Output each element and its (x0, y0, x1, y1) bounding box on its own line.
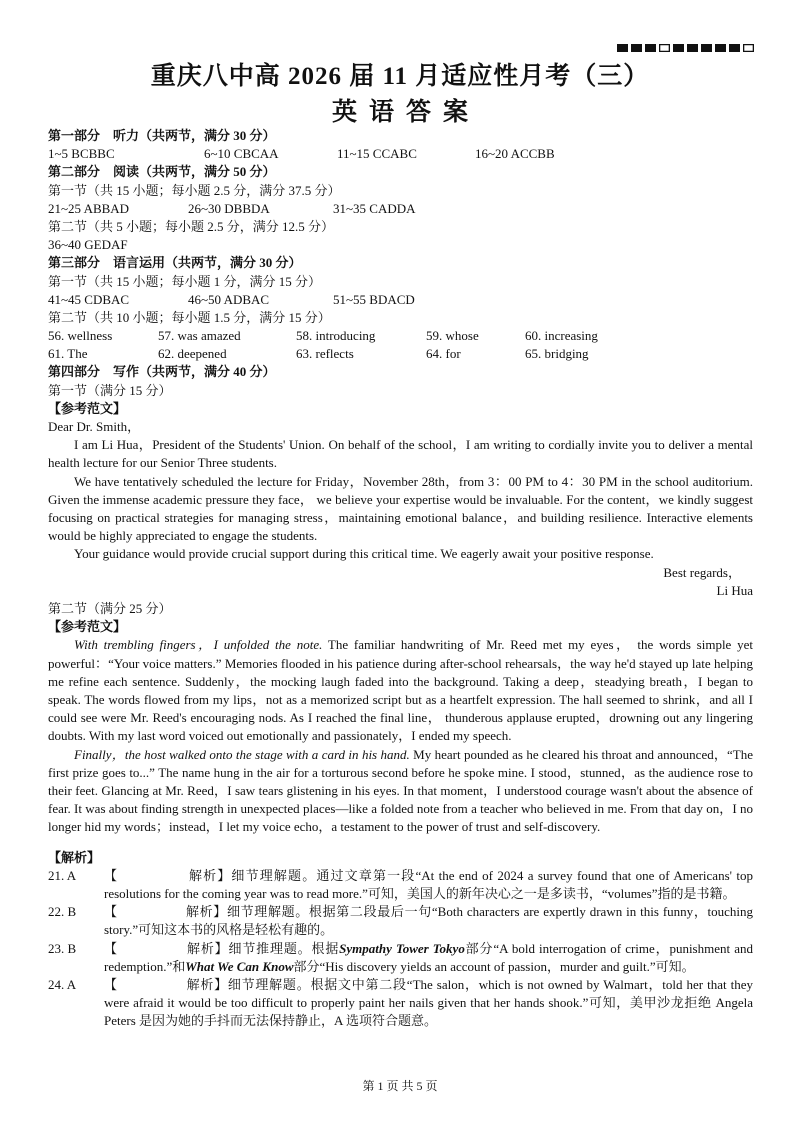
header-mark (687, 44, 698, 52)
fill-answers-row (48, 345, 753, 363)
part3-heading: 第三部分 语言运用（共两节，满分 30 分） (48, 255, 302, 271)
part2-section2: 第二节（共 5 小题；每小题 2.5 分，满分 12.5 分） (48, 218, 335, 234)
answer-group: 21~25 ABBAD (48, 200, 130, 216)
page-footer: 第 1 页 共 5 页 (362, 1079, 438, 1093)
analysis-text (104, 940, 753, 976)
part4-section1: 第一节（满分 15 分） (48, 382, 172, 398)
reference-label: 【参考范文】 (48, 400, 127, 416)
header-mark (673, 44, 684, 52)
letter-paragraph: Your guidance would provide crucial support during this critical time. We eagerly await your positive response. (74, 546, 654, 562)
part1-answers (48, 145, 753, 163)
story-paragraph (48, 746, 753, 837)
fill-answer: 63. reflects (296, 346, 354, 362)
part3-section1: 第一节（共 15 小题；每小题 1 分，满分 15 分） (48, 273, 322, 289)
story-text: My heart pounded as he cleared his throat and announced，“The first prize goes to...” The name hung in the air for a torturous second before he spoke mine. I stood，stunned，as the audience rose to their feet. Glancing at Mr. Reed，I saw tears glistening in his eyes. In that moment，I understood courage wasn't about the absence of fear. It was about finding strength in unexpected places—like a folded note from a teacher who believed in me. From that day on，I no longer hid my words；instead，I let my voice echo，a testament to the power of trust and self-discovery. (48, 746, 753, 835)
header-mark (659, 44, 670, 52)
question-number: 22. B (48, 904, 77, 920)
reference-label: 【参考范文】 (48, 619, 127, 635)
answer-group: 1~5 BCBBC (48, 146, 115, 162)
reference-story (48, 636, 753, 836)
fill-answer: 59. whose (426, 328, 479, 344)
answer-group: 16~20 ACCBB (475, 146, 555, 162)
fill-answer: 64. for (426, 346, 461, 362)
analysis-text-part: 【 解析】细节推理题。根据 (104, 940, 340, 956)
answer-group: 11~15 CCABC (337, 146, 417, 162)
analysis-text: 【 解析】细节理解题。根据文中第二段“The salon，which is not owned by Walmart，told her that they were afraid it would be too difficult to properly paint her nails given that her hands shook.”可知，美甲沙龙拒绝 Angela Peters 是因为她的手抖而无法保持静止，A 选项符合题意。 (104, 977, 753, 1029)
analysis-text: 【 解析】细节理解题。根据第二段最后一句“Both characters are expertly drawn in this funny，touching story.”可知这本书的风格是轻松有趣的。 (104, 904, 753, 938)
page-title: 重庆八中高 2026 届 11 月适应性月考（三） (150, 63, 650, 90)
answer-group: 6~10 CBCAA (204, 146, 279, 162)
analysis-heading: 【解析】 (48, 849, 101, 865)
header-mark (645, 44, 656, 52)
question-number: 21. A (48, 867, 77, 883)
analysis-text: 【 解析】细节理解题。通过文章第一段“At the end of 2024 a survey found that one of Americans' top resolutions for the coming year was to read more.”可知，美国人的新年决心之一是多读书，“volumes”指的是书籍。 (104, 867, 753, 902)
story-text: The familiar handwriting of Mr. Reed met my eyes， the words simple yet powerful：“Your voice matters.” Memories flooded in his patience during after-school rehearsals，the way he'd stayed up late helping me refine each sentence. Suddenly，the mocking laugh faded into the background. Taking a deep，steadying breath，I began to speak. The words flowed from my lips，not as a memorized script but as a heartfelt expression. The hall seemed to shrink，and all I could see were Mr. Reed's encouraging nods. As I reached the final line， thunderous applause erupted，drowning out any lingering doubts. With my last word voiced out emotionally and passionately，I ended my speech. (48, 637, 753, 744)
letter-greeting: Dear Dr. Smith， (48, 419, 141, 434)
header-mark (701, 44, 712, 52)
letter-closing: Best regards， (663, 564, 741, 580)
content (48, 127, 753, 1031)
story-lead-sentence: With trembling fingers，I unfolded the note. (74, 637, 323, 653)
answer-group: 26~30 DBBDA (188, 200, 270, 216)
part3-section1-answers (48, 291, 753, 309)
story-lead-sentence: Finally，the host walked onto the stage with a card in his hand. (74, 746, 410, 762)
answer-group: 31~35 CADDA (333, 200, 416, 216)
part2-heading: 第二部分 阅读（共两节，满分 50 分） (48, 164, 276, 180)
analysis-item (48, 903, 753, 939)
part2-section1-answers (48, 200, 753, 218)
fill-answer: 60. increasing (525, 328, 598, 344)
analysis-item (48, 867, 753, 903)
fill-answer: 61. The (48, 346, 88, 362)
header-mark (617, 44, 628, 52)
fill-answers-row (48, 327, 753, 345)
part4-section2: 第二节（满分 25 分） (48, 601, 172, 617)
letter-paragraph: We have tentatively scheduled the lecture for Friday，November 28th，from 3：00 PM to 4：30 PM in the school auditorium. Given the immense academic pressure they face， we believe your expertise would be invaluable. For the content，we kindly suggest focusing on practical strategies for managing stress，maintaining emotional balance，and building resilience. Interactive elements would be highly appreciated to engage the students. (48, 473, 753, 544)
header-mark (715, 44, 726, 52)
part1-heading: 第一部分 听力（共两节，满分 30 分） (48, 128, 276, 143)
part3-section2: 第二节（共 10 小题；每小题 1.5 分，满分 15 分） (48, 309, 331, 325)
part4-heading: 第四部分 写作（共两节，满分 40 分） (48, 364, 276, 380)
header-marks (617, 44, 754, 52)
book-title: What We Can Know (185, 958, 294, 974)
reference-letter (48, 418, 753, 600)
letter-signature: Li Hua (716, 582, 753, 598)
answer-group: 51~55 BDACD (333, 291, 415, 307)
letter-paragraph: I am Li Hua，President of the Students' Union. On behalf of the school，I am writing to cordially invite you to deliver a mental health lecture for our Senior Three students. (48, 437, 753, 471)
answer-group: 41~45 CDBAC (48, 291, 130, 307)
book-title: Sympathy Tower Tokyo (339, 940, 465, 956)
analysis-text-part: 部分“His discovery yields an account of passion，murder and guilt.”可知。 (293, 958, 695, 974)
fill-answer: 56. wellness (48, 328, 113, 344)
fill-answer: 57. was amazed (158, 328, 241, 344)
question-number: 23. B (48, 940, 77, 956)
fill-answer: 58. introducing (296, 328, 376, 344)
analysis-item (48, 940, 753, 976)
fill-answer: 62. deepened (158, 346, 227, 362)
header-mark (631, 44, 642, 52)
part2-section1: 第一节（共 15 小题；每小题 2.5 分，满分 37.5 分） (48, 182, 341, 198)
part2-section2-answers: 36~40 GEDAF (48, 237, 128, 253)
fill-answer: 65. bridging (525, 346, 589, 362)
question-number: 24. A (48, 977, 77, 993)
analysis-text-part: 部分“A bold interrogation of crime，punishment and redemption.”和 (104, 940, 753, 974)
story-paragraph (48, 636, 753, 745)
header-mark (729, 44, 740, 52)
page-subtitle: 英语答案 (331, 99, 480, 126)
answer-group: 46~50 ADBAC (188, 291, 270, 307)
header-mark (743, 44, 754, 52)
analysis-item (48, 976, 753, 1031)
